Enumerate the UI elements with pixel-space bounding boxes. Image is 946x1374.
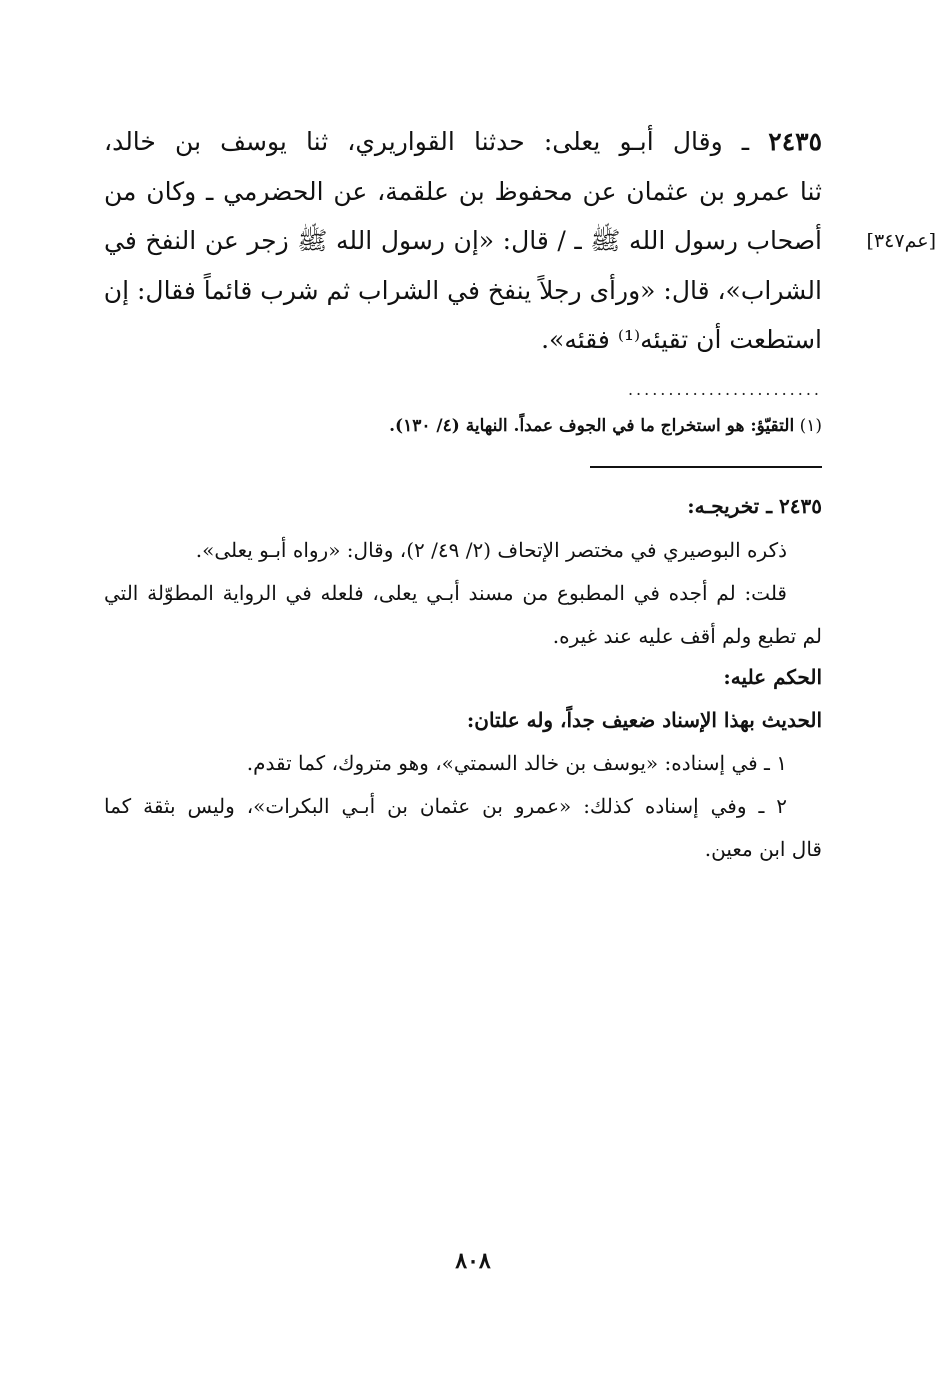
hadith-line-3: أصحاب رسول الله ﷺ ـ / قال: «إن رسول الله ﷺ زجر عن النفخ في bbox=[104, 226, 822, 255]
takhrij-line-2: قلت: لم أجده في المطبوع من مسند أبـي يعلى، فلعله في الرواية المطوّلة التي bbox=[104, 581, 787, 605]
manuscript-margin-reference: [عم٣٤٧] bbox=[866, 230, 936, 252]
hadith-line-1 bbox=[104, 124, 822, 160]
footnote-text: التقيّؤ: هو استخراج ما في الجوف عمداً. النهاية (٤/ ١٣٠). bbox=[389, 416, 795, 436]
ruling-intro: الحديث بهذا الإسناد ضعيف جداً، وله علتان: bbox=[466, 708, 822, 732]
takhrij-line-1: ذكره البوصيري في مختصر الإتحاف (٢/ ٤٩/ ٢)، وقال: «رواه أبـو يعلى». bbox=[195, 538, 787, 562]
page-number: ٨٠٨ bbox=[455, 1248, 491, 1274]
footnote-marker: (١) bbox=[799, 416, 822, 436]
hadith-line-1-text: ـ وقال أبـو يعلى: حدثنا القواريري، ثنا يوسف بن خالد، bbox=[104, 127, 750, 156]
takhrij-line-3: لم تطبع ولم أقف عليه عند غيره. bbox=[552, 624, 822, 648]
section-divider bbox=[590, 466, 822, 468]
hadith-line-5: استطعت أن تقيئه⁽¹⁾ فقئه». bbox=[541, 325, 822, 354]
hadith-number: ٢٤٣٥ bbox=[768, 127, 822, 156]
footnote-separator: ........................ bbox=[627, 380, 822, 399]
ruling-item-2-continued: قال ابن معين. bbox=[704, 837, 822, 861]
hadith-line-2: ثنا عمرو بن عثمان عن محفوظ بن علقمة، عن الحضرمي ـ وكان من bbox=[104, 177, 822, 206]
ruling-heading: الحكم عليه: bbox=[723, 665, 822, 689]
ruling-item-1: ١ ـ في إسناده: «يوسف بن خالد السمتي»، وهو متروك، كما تقدم. bbox=[246, 751, 787, 775]
ruling-item-2: ٢ ـ وفي إسناده كذلك: «عمرو بن عثمان بن أبـي البكرات»، وليس بثقة كما bbox=[104, 794, 787, 818]
footnote bbox=[104, 414, 822, 438]
hadith-line-4: الشراب»، قال: «ورأى رجلاً ينفخ في الشراب ثم شرب قائماً فقال: إن bbox=[103, 276, 822, 305]
takhrij-heading: ٢٤٣٥ ـ تخريجـه: bbox=[687, 494, 822, 518]
